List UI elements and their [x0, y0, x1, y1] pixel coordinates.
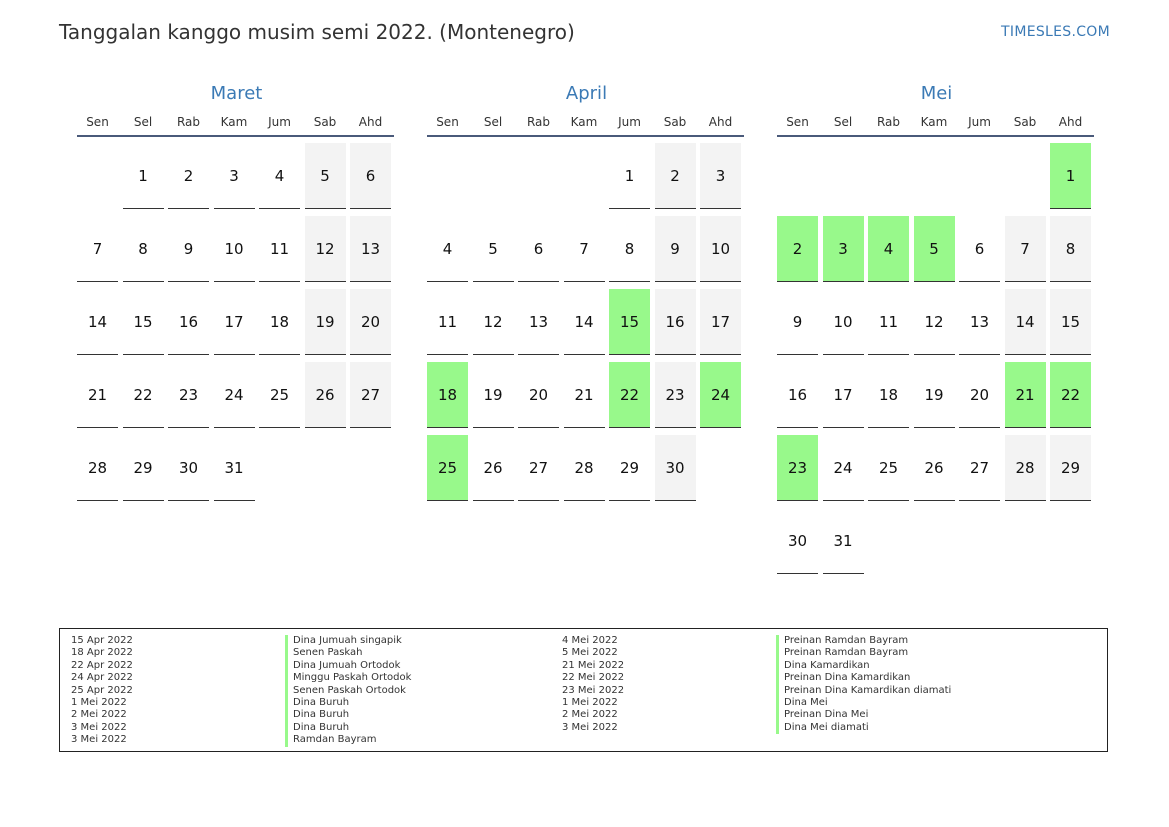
day-cell[interactable]: 23: [168, 362, 209, 428]
empty-cell: [914, 143, 955, 209]
day-cell[interactable]: 12: [305, 216, 346, 282]
day-cell[interactable]: 29: [123, 435, 164, 501]
day-cell[interactable]: 21: [564, 362, 605, 428]
legend-date: 24 Apr 2022: [71, 672, 133, 684]
legend-date: 22 Mei 2022: [562, 672, 625, 684]
day-cell[interactable]: 2: [777, 216, 818, 282]
legend-holiday-name: Preinan Dina Kamardikan diamati: [776, 685, 951, 697]
holiday-legend: [59, 628, 1108, 752]
day-cell[interactable]: 23: [777, 435, 818, 501]
day-cell[interactable]: 19: [305, 289, 346, 355]
day-cell[interactable]: 15: [1050, 289, 1091, 355]
day-cell[interactable]: 13: [350, 216, 391, 282]
day-cell[interactable]: 30: [168, 435, 209, 501]
day-cell[interactable]: 24: [700, 362, 741, 428]
weekday-label: Jum: [268, 115, 291, 129]
legend-date: 5 Mei 2022: [562, 647, 618, 659]
day-cell[interactable]: 10: [823, 289, 864, 355]
day-grid: [77, 143, 394, 501]
day-cell[interactable]: 15: [609, 289, 650, 355]
weekday-label: Jum: [618, 115, 641, 129]
legend-holiday-name: Preinan Dina Kamardikan: [776, 672, 951, 684]
weekday-label: Sab: [663, 115, 687, 129]
weekday-header: [427, 115, 744, 137]
legend-date: 15 Apr 2022: [71, 635, 133, 646]
legend-date: 2 Mei 2022: [71, 709, 127, 721]
empty-cell: [1005, 143, 1046, 209]
legend-holiday-name: Dina Kamardikan: [776, 660, 951, 672]
day-cell[interactable]: 27: [518, 435, 559, 501]
day-cell[interactable]: 25: [259, 362, 300, 428]
legend-holiday-name: Senen Paskah Ortodok: [285, 685, 411, 697]
day-cell[interactable]: 27: [959, 435, 1000, 501]
legend-date: 2 Mei 2022: [562, 709, 618, 721]
day-cell[interactable]: 25: [427, 435, 468, 501]
day-cell[interactable]: 19: [473, 362, 514, 428]
empty-cell: [427, 143, 468, 209]
day-cell[interactable]: 29: [1050, 435, 1091, 501]
weekday-label: Rab: [526, 115, 551, 129]
day-cell[interactable]: 5: [305, 143, 346, 209]
weekday-label: Sel: [133, 115, 153, 129]
legend-holiday-name: Dina Mei: [776, 697, 951, 709]
day-cell[interactable]: 14: [564, 289, 605, 355]
legend-holiday-name: Senen Paskah: [285, 647, 411, 659]
weekday-label: Sab: [313, 115, 337, 129]
day-cell[interactable]: 9: [655, 216, 696, 282]
day-cell[interactable]: 18: [427, 362, 468, 428]
day-cell[interactable]: 6: [518, 216, 559, 282]
weekday-label: Rab: [176, 115, 201, 129]
day-cell[interactable]: 20: [959, 362, 1000, 428]
month-calendar-april: [427, 82, 746, 501]
day-cell[interactable]: 2: [168, 143, 209, 209]
empty-cell: [473, 143, 514, 209]
day-cell[interactable]: 22: [609, 362, 650, 428]
day-cell[interactable]: 11: [259, 216, 300, 282]
day-cell[interactable]: 1: [609, 143, 650, 209]
day-cell[interactable]: 30: [777, 508, 818, 574]
day-cell[interactable]: 10: [214, 216, 255, 282]
weekday-label: Sel: [483, 115, 503, 129]
weekday-label: Ahd: [1058, 115, 1083, 129]
weekday-label: Rab: [876, 115, 901, 129]
day-cell[interactable]: 7: [564, 216, 605, 282]
day-cell[interactable]: 24: [823, 435, 864, 501]
day-cell[interactable]: 4: [427, 216, 468, 282]
day-cell[interactable]: 19: [914, 362, 955, 428]
day-cell[interactable]: 14: [77, 289, 118, 355]
legend-date: 22 Apr 2022: [71, 659, 133, 671]
day-cell[interactable]: 2: [655, 143, 696, 209]
weekday-label: Sen: [786, 115, 809, 129]
day-cell[interactable]: 6: [350, 143, 391, 209]
day-cell[interactable]: 3: [700, 143, 741, 209]
day-cell[interactable]: 22: [1050, 362, 1091, 428]
legend-date: 1 Mei 2022: [71, 697, 127, 709]
weekday-label: Kam: [570, 115, 598, 129]
day-cell[interactable]: 4: [259, 143, 300, 209]
day-cell[interactable]: 8: [609, 216, 650, 282]
day-cell[interactable]: 8: [123, 216, 164, 282]
weekday-label: Jum: [968, 115, 991, 129]
day-cell[interactable]: 29: [609, 435, 650, 501]
legend-date: 3 Mei 2022: [562, 721, 618, 733]
legend-holiday-name: Ramdan Bayram: [285, 734, 411, 746]
day-cell[interactable]: 18: [868, 362, 909, 428]
empty-cell: [77, 143, 118, 209]
legend-date: 3 Mei 2022: [71, 734, 127, 746]
legend-date: 23 Mei 2022: [562, 684, 625, 696]
weekday-label: Sel: [833, 115, 853, 129]
weekday-label: Ahd: [708, 115, 733, 129]
day-cell[interactable]: 17: [700, 289, 741, 355]
day-cell[interactable]: 8: [1050, 216, 1091, 282]
empty-cell: [868, 143, 909, 209]
day-cell[interactable]: 23: [655, 362, 696, 428]
month-name: Maret: [210, 83, 263, 104]
day-cell[interactable]: 26: [914, 435, 955, 501]
day-cell[interactable]: 9: [777, 289, 818, 355]
legend-date: 18 Apr 2022: [71, 647, 133, 659]
day-cell[interactable]: 26: [305, 362, 346, 428]
day-cell[interactable]: 9: [168, 216, 209, 282]
legend-names-right: [776, 635, 951, 734]
day-cell[interactable]: 22: [123, 362, 164, 428]
month-name: April: [565, 83, 608, 104]
day-cell[interactable]: 1: [123, 143, 164, 209]
day-cell[interactable]: 17: [823, 362, 864, 428]
weekday-label: Kam: [920, 115, 948, 129]
weekday-header: [777, 115, 1094, 137]
day-grid: [777, 143, 1094, 574]
day-cell[interactable]: 1: [1050, 143, 1091, 209]
legend-dates-left: [71, 635, 133, 747]
month-calendar-march: [77, 82, 396, 501]
page-title: Tanggalan kanggo musim semi 2022. (Montenegro): [59, 20, 575, 44]
day-cell[interactable]: 28: [564, 435, 605, 501]
day-cell[interactable]: 12: [914, 289, 955, 355]
day-cell[interactable]: 5: [473, 216, 514, 282]
empty-cell: [823, 143, 864, 209]
empty-cell: [959, 143, 1000, 209]
day-grid: [427, 143, 744, 501]
legend-holiday-name: Dina Buruh: [285, 697, 411, 709]
day-cell[interactable]: 10: [700, 216, 741, 282]
day-cell[interactable]: 31: [823, 508, 864, 574]
legend-holiday-name: Preinan Dina Mei: [776, 709, 951, 721]
day-cell[interactable]: 3: [214, 143, 255, 209]
weekday-label: Sab: [1013, 115, 1037, 129]
month-name: Mei: [920, 83, 953, 104]
day-cell[interactable]: 16: [655, 289, 696, 355]
day-cell[interactable]: 6: [959, 216, 1000, 282]
legend-holiday-name: Preinan Ramdan Bayram: [776, 647, 951, 659]
day-cell[interactable]: 20: [518, 362, 559, 428]
day-cell[interactable]: 11: [868, 289, 909, 355]
day-cell[interactable]: 21: [1005, 362, 1046, 428]
site-link[interactable]: TIMESLES.COM: [1001, 24, 1110, 40]
legend-date: 21 Mei 2022: [562, 659, 625, 671]
day-cell[interactable]: 16: [168, 289, 209, 355]
day-cell[interactable]: 25: [868, 435, 909, 501]
legend-holiday-name: Dina Buruh: [285, 722, 411, 734]
day-cell[interactable]: 24: [214, 362, 255, 428]
day-cell[interactable]: 4: [868, 216, 909, 282]
day-cell[interactable]: 12: [473, 289, 514, 355]
legend-date: 3 Mei 2022: [71, 721, 127, 733]
day-cell[interactable]: 13: [959, 289, 1000, 355]
day-cell[interactable]: 28: [1005, 435, 1046, 501]
weekday-label: Sen: [86, 115, 109, 129]
empty-cell: [564, 143, 605, 209]
legend-dates-right: [562, 635, 624, 734]
legend-holiday-name: Preinan Ramdan Bayram: [776, 635, 951, 647]
month-calendar-may: [777, 82, 1096, 574]
day-cell[interactable]: 7: [1005, 216, 1046, 282]
legend-date: 1 Mei 2022: [562, 697, 618, 709]
day-cell[interactable]: 20: [350, 289, 391, 355]
weekday-label: Kam: [220, 115, 248, 129]
day-cell[interactable]: 31: [214, 435, 255, 501]
day-cell[interactable]: 16: [777, 362, 818, 428]
day-cell[interactable]: 13: [518, 289, 559, 355]
legend-holiday-name: Dina Mei diamati: [776, 722, 951, 734]
day-cell[interactable]: 7: [77, 216, 118, 282]
weekday-label: Ahd: [358, 115, 383, 129]
empty-cell: [777, 143, 818, 209]
day-cell[interactable]: 26: [473, 435, 514, 501]
day-cell[interactable]: 14: [1005, 289, 1046, 355]
day-cell[interactable]: 28: [77, 435, 118, 501]
weekday-label: Sen: [436, 115, 459, 129]
day-cell[interactable]: 27: [350, 362, 391, 428]
legend-holiday-name: Dina Buruh: [285, 709, 411, 721]
day-cell[interactable]: 18: [259, 289, 300, 355]
legend-holiday-name: Dina Jumuah Ortodok: [285, 660, 411, 672]
legend-date: 25 Apr 2022: [71, 684, 133, 696]
legend-date: 4 Mei 2022: [562, 635, 618, 646]
legend-names-left: [285, 635, 411, 747]
empty-cell: [518, 143, 559, 209]
weekday-header: [77, 115, 394, 137]
day-cell[interactable]: 5: [914, 216, 955, 282]
day-cell[interactable]: 3: [823, 216, 864, 282]
legend-holiday-name: Minggu Paskah Ortodok: [285, 672, 411, 684]
day-cell[interactable]: 17: [214, 289, 255, 355]
legend-holiday-name: Dina Jumuah singapik: [285, 635, 411, 647]
day-cell[interactable]: 30: [655, 435, 696, 501]
day-cell[interactable]: 21: [77, 362, 118, 428]
day-cell[interactable]: 11: [427, 289, 468, 355]
day-cell[interactable]: 15: [123, 289, 164, 355]
